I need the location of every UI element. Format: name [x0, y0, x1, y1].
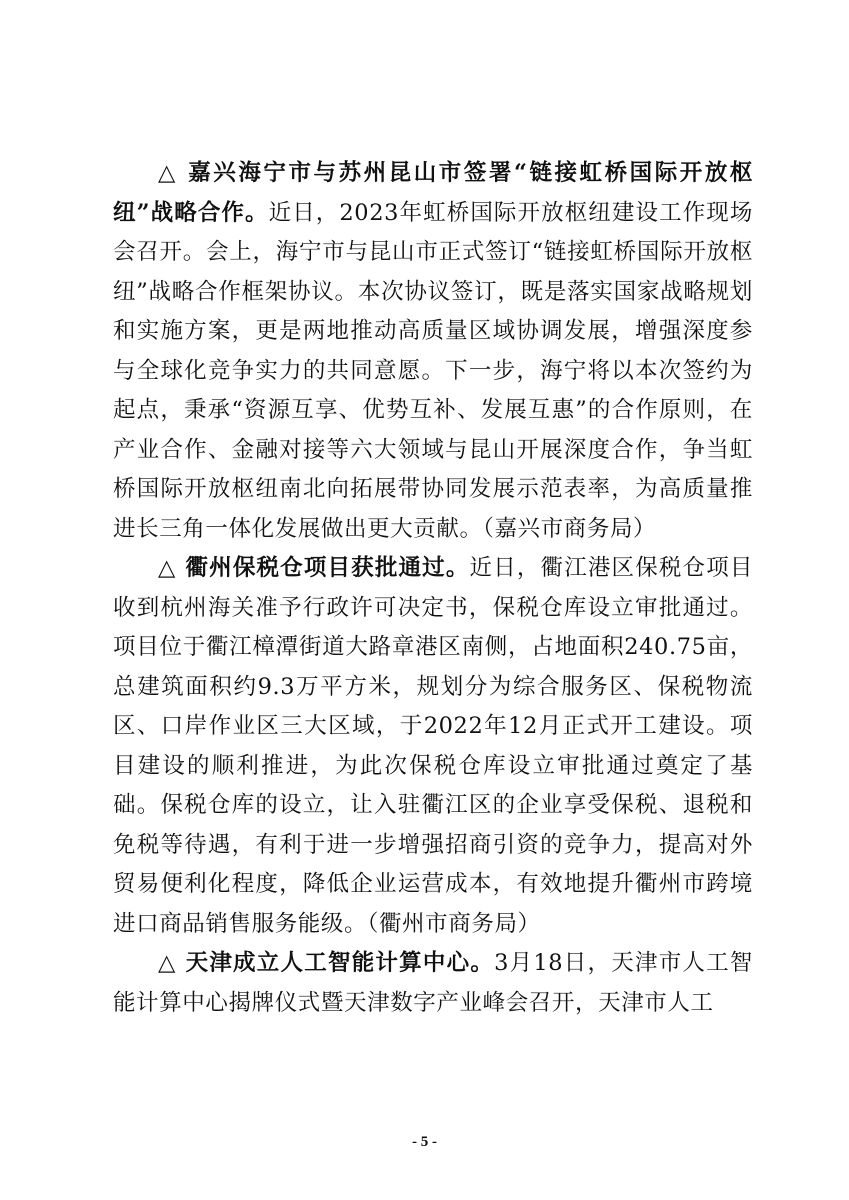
news-body: 近日，2023年虹桥国际开放枢纽建设工作现场会召开。会上，海宁市与昆山市正式签订“链接虹桥国际开放枢纽”战略合作框架协议。本次协议签订，既是落实国家战略规划和实施方案，更是两地推动高质量区域协调发展，增强深度参与全球化竞争实力的共同意愿。下一步，海宁将以本次签约为起点，秉承“资源互享、优势互补、发展互惠”的合作原则，在产业合作、金融对接等六大领域与昆山开展深度合作，争当虹桥国际开放枢纽南北向拓展带协同发展示范表率，为高质量推进长三角一体化发展做出更大贡献。（嘉兴市商务局） — [113, 199, 753, 542]
news-headline: △ 衢州保税仓项目获批通过。 — [158, 555, 470, 581]
news-item-quzhou-bonded-warehouse — [113, 549, 753, 944]
news-headline: △ 天津成立人工智能计算中心。 — [158, 950, 495, 976]
page-number: - 5 - — [412, 1134, 437, 1150]
news-body: 3月18日，天津市人工智能计算中心揭牌仪式暨天津数字产业峰会召开，天津市人工 — [113, 950, 753, 1016]
news-item-haining-kunshan — [113, 154, 753, 549]
news-body: 近日，衢江港区保税仓项目收到杭州海关准予行政许可决定书，保税仓库设立审批通过。项目位于衢江樟潭街道大路章港区南侧，占地面积240.75亩，总建筑面积约9.3万平方米，规划分为综合服务区、保税物流区、口岸作业区三大区域，于2022年12月正式开工建设。项目建设的顺利推进，为此次保税仓库设立审批通过奠定了基础。保税仓库的设立，让入驻衢江区的企业享受保税、退税和免税等待遇，有利于进一步增强招商引资的竞争力，提高对外贸易便利化程度，降低企业运营成本，有效地提升衢州市跨境进口商品销售服务能级。（衢州市商务局） — [113, 555, 754, 937]
news-item-tianjin-ai-center — [113, 944, 753, 1023]
document-page — [113, 154, 753, 1023]
news-headline: △ 嘉兴海宁市与苏州昆山市签署“链接虹桥国际开放枢纽”战略合作。 — [113, 160, 753, 226]
